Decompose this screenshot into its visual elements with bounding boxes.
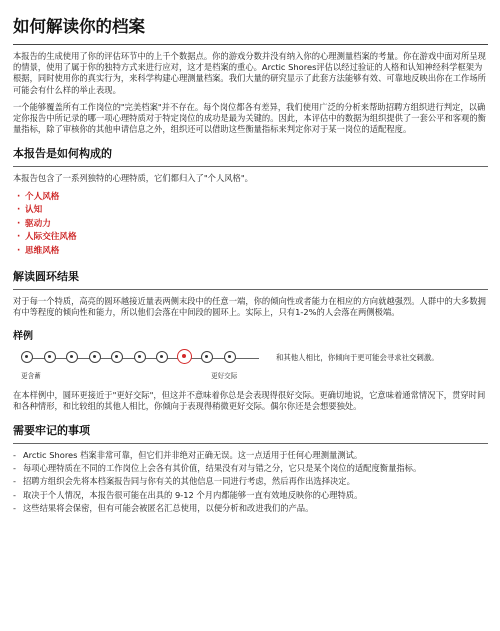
sample-row bbox=[13, 350, 488, 384]
scale-description: 和其他人相比，你倾向于更可能会寻求社交刺激。 bbox=[276, 352, 439, 362]
dash-icon: - bbox=[13, 502, 16, 513]
remember-item: - 这些结果将会保密，但有可能会被匿名汇总使用，以便分析和改进我们的产品。 bbox=[13, 502, 314, 513]
remember-item: - Arctic Shores 档案非常可靠，但它们并非绝对正确无误。这一点适用于任何心理测量测试。 bbox=[13, 449, 363, 460]
trait-category-item: · 认知 bbox=[17, 204, 488, 218]
section-divider bbox=[13, 166, 488, 167]
sample-title: 样例 bbox=[13, 330, 33, 342]
section-divider bbox=[13, 289, 488, 290]
section-divider bbox=[13, 443, 488, 444]
scale-circle bbox=[156, 351, 168, 363]
bullet-icon: · bbox=[17, 245, 21, 256]
dash-icon: - bbox=[13, 476, 16, 487]
section-heading-circles: 解读圆环结果 bbox=[13, 270, 79, 284]
section-composition bbox=[13, 145, 488, 258]
section-heading-composition: 本报告是如何构成的 bbox=[13, 147, 112, 161]
remember-item: - 每项心理特质在不同的工作岗位上会各有其价值，结果没有对与错之分，它只是某个岗位的适配度衡量指标。 bbox=[13, 463, 422, 474]
scale-circle bbox=[224, 351, 236, 363]
trait-category-list bbox=[17, 191, 488, 259]
page-title: 如何解读你的档案 bbox=[13, 17, 145, 36]
trait-scale bbox=[21, 350, 263, 384]
scale-circle bbox=[21, 351, 33, 363]
sample-explanation: 在本样例中，圆环更接近于"更好交际"，但这并不意味着你总是会表现得很好交际。更确切地说，它意味着通常情况下，贯穿时间和各种情形，和比较组的其他人相比，你倾向于表现得稍微更好交际。偶尔你还是会想要独处。 bbox=[13, 389, 486, 411]
bullet-icon: · bbox=[17, 205, 21, 216]
trait-category-item: · 人际交往风格 bbox=[17, 231, 488, 245]
scale-circle bbox=[201, 351, 213, 363]
trait-category-item: · 驱动力 bbox=[17, 218, 488, 232]
scale-circle bbox=[134, 351, 146, 363]
scale-circle bbox=[44, 351, 56, 363]
dash-icon: - bbox=[13, 463, 16, 474]
dash-icon: - bbox=[13, 449, 16, 460]
bullet-icon: · bbox=[17, 218, 21, 229]
sample-example bbox=[13, 327, 488, 384]
intro-paragraph-1: 本报告的生成使用了你的评估环节中的上千个数据点。你的游戏分数并没有纳入你的心理测量档案的考量。你在游戏中面对所呈现的情景，使用了属于你的独特方式来进行应对，这才是档案的重心。Arctic Shores评估以经过验证的人格和认知神经科学框架为根据，同时使用你的真实行为，来科学构建心理测量档案。我们大量的研究显示了此套方法能够有效、可靠地反映出你在工作场所可能会有什么样的举止表现。 bbox=[13, 51, 486, 95]
scale-circle bbox=[66, 351, 78, 363]
scale-left-label: 更含蓄 bbox=[21, 371, 41, 380]
bullet-icon: · bbox=[17, 232, 21, 243]
remember-item: - 招聘方组织会先将本档案报告同与你有关的其他信息一同进行考虑，然后再作出选择决定。 bbox=[13, 476, 355, 487]
scale-circle-selected bbox=[177, 349, 192, 364]
scale-right-label: 更好交际 bbox=[211, 371, 238, 380]
trait-category-item: · 个人风格 bbox=[17, 191, 488, 205]
circles-text: 对于每一个特质，高亮的圆环越接近量表两侧末段中的任意一端，你的倾向性或者能力在相应的方向就越强烈。人群中的大多数拥有中等程度的倾向性和能力，所以他们会落在中间段的圆环上。实际上，只有1-2%的人会落在两侧极端。 bbox=[13, 296, 486, 318]
scale-circle bbox=[89, 351, 101, 363]
title-divider bbox=[13, 44, 488, 45]
section-remember bbox=[13, 422, 488, 514]
composition-text: 本报告包含了一系列独特的心理特质，它们都归入了"个人风格"。 bbox=[13, 173, 253, 184]
trait-category-item: · 思维风格 bbox=[17, 245, 488, 259]
section-heading-remember: 需要牢记的事项 bbox=[13, 423, 90, 437]
dash-icon: - bbox=[13, 489, 16, 500]
intro-paragraph-2: 一个能够覆盖所有工作岗位的"完美档案"并不存在。每个岗位都各有差异，我们使用广泛的分析来帮助招聘方组织进行判定，以确定你报告中所记录的哪一项心理特质对于特定岗位的成功是最为关键的。因此，本评估中的数据为组织提供了一套公平和客观的衡量指标，除了审核你的其他申请信息之外，组织还可以借助这些衡量指标来判定你对于某一岗位的适配程度。 bbox=[13, 101, 486, 135]
scale-circle bbox=[111, 351, 123, 363]
remember-item: - 取决于个人情况，本报告很可能在出具的 9-12 个月内都能够一直有效地反映你的心理特质。 bbox=[13, 489, 363, 500]
bullet-icon: · bbox=[17, 191, 21, 202]
section-circles bbox=[13, 268, 488, 412]
remember-list bbox=[13, 450, 488, 514]
